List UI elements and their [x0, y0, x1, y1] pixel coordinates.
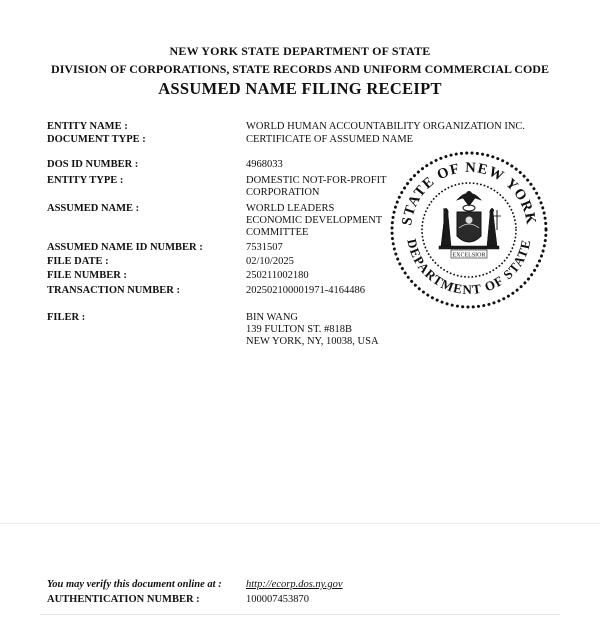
bottom-divider	[40, 614, 560, 615]
entity-type-value-line-1: DOMESTIC NOT-FOR-PROFIT	[246, 175, 387, 186]
document-type-value: CERTIFICATE OF ASSUMED NAME	[246, 134, 414, 145]
transaction-number-label: TRANSACTION NUMBER :	[47, 285, 181, 296]
division-heading: DIVISION OF CORPORATIONS, STATE RECORDS AND UNIFORM COMMERCIAL CODE	[51, 62, 549, 76]
verify-link[interactable]: http://ecorp.dos.ny.gov	[246, 579, 343, 590]
document-type-label: DOCUMENT TYPE :	[47, 134, 146, 145]
authentication-number-value: 100007453870	[246, 594, 309, 605]
file-number-value: 250211002180	[246, 270, 309, 281]
filer-label: FILER :	[47, 312, 86, 323]
assumed-name-id-value: 7531507	[246, 242, 283, 253]
entity-name-value: WORLD HUMAN ACCOUNTABILITY ORGANIZATION INC.	[246, 121, 526, 132]
file-date-label: FILE DATE :	[47, 256, 109, 267]
assumed-name-value-line-2: ECONOMIC DEVELOPMENT	[246, 215, 383, 226]
filer-name: BIN WANG	[246, 312, 299, 323]
assumed-name-label: ASSUMED NAME :	[47, 203, 140, 214]
seal-motto: EXCELSIOR	[452, 252, 486, 259]
transaction-number-value: 202502100001971-4164486	[246, 285, 365, 296]
seal-top-text: STATE OF NEW YORK	[399, 159, 539, 227]
filer-street: 139 FULTON ST. #818B	[246, 324, 352, 335]
assumed-name-value-line-1: WORLD LEADERS	[246, 203, 335, 214]
filer-city: NEW YORK, NY, 10038, USA	[246, 336, 379, 347]
entity-type-value-line-2: CORPORATION	[246, 187, 320, 198]
authentication-number-label: AUTHENTICATION NUMBER :	[47, 594, 200, 605]
assumed-name-id-label: ASSUMED NAME ID NUMBER :	[47, 242, 203, 253]
department-heading: NEW YORK STATE DEPARTMENT OF STATE	[169, 44, 431, 58]
assumed-name-value-line-3: COMMITTEE	[246, 227, 309, 238]
receipt-title: ASSUMED NAME FILING RECEIPT	[158, 79, 442, 98]
entity-type-label: ENTITY TYPE :	[47, 175, 124, 186]
dos-id-value: 4968033	[246, 159, 283, 170]
file-date-value: 02/10/2025	[246, 256, 294, 267]
footer-divider	[0, 523, 600, 524]
dos-id-label: DOS ID NUMBER :	[47, 159, 139, 170]
verify-label: You may verify this document online at :	[47, 579, 222, 590]
file-number-label: FILE NUMBER :	[47, 270, 127, 281]
entity-name-label: ENTITY NAME :	[47, 121, 128, 132]
seal-bottom-text: DEPARTMENT OF STATE	[404, 237, 534, 298]
new-york-state-seal-icon	[389, 150, 549, 310]
